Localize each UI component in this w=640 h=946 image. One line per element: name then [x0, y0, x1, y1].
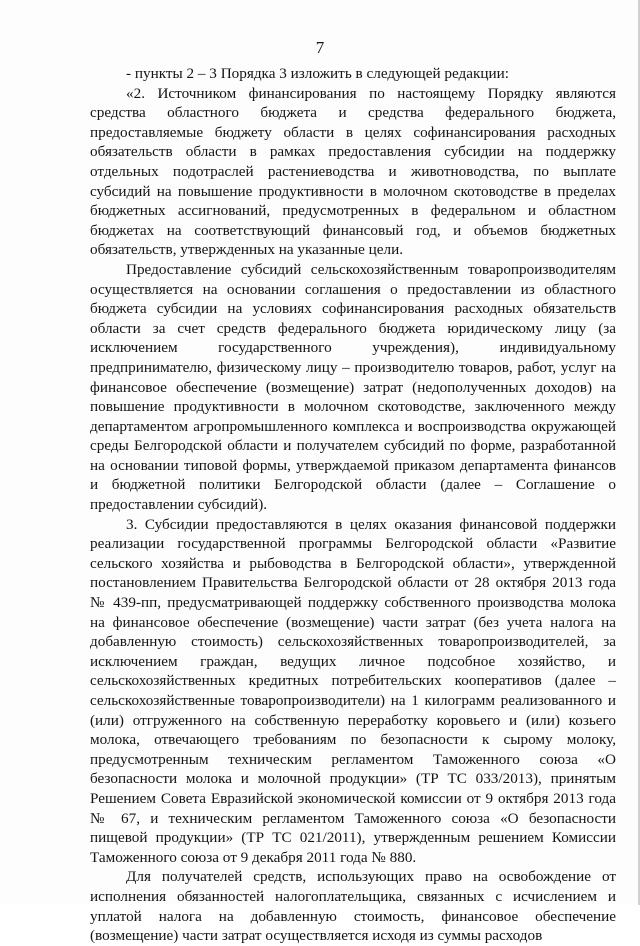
- paragraph-agreement: Предоставление субсидий сельскохозяйственным товаропроизводителям осуществляется на основании соглашения о предоставлении из областного бюджета субсидии на условиях софинансирования расходных обязательств области за счет средств федерального бюджета юридическому лицу (за исключением государственного учреждения), индивидуальному предпринимателю, физическому лицу – производителю товаров, работ, услуг на финансовое обеспечение (возмещение) затрат (недополученных доходов) на повышение продуктивности в молочном скотоводстве, заключенного между департаментом агропромышленного комплекса и воспроизводства окружающей среды Белгородской области и получателем субсидий по форме, разработанной на основании типовой формы, утверждаемой приказом департамента финансов и бюджетной политики Белгородской области (далее – Соглашение о предоставлении субсидий).: [90, 260, 616, 514]
- document-body: [90, 64, 616, 946]
- paragraph-item-3: 3. Субсидии предоставляются в целях оказания финансовой поддержки реализации государственной программы Белгородской области «Развитие сельского хозяйства и рыбоводства в Белгородской области», утвержденной постановлением Правительства Белгородской области от 28 октября 2013 года № 439-пп, предусматривающей поддержку собственного производства молока на финансовое обеспечение (возмещение) части затрат (без учета налога на добавленную стоимость) сельскохозяйственных товаропроизводителей, за исключением граждан, ведущих личное подсобное хозяйство, и сельскохозяйственных кредитных потребительских кооперативов (далее – сельскохозяйственные товаропроизводители) на 1 килограмм реализованного и (или) отгруженного на собственную переработку коровьего и (или) козьего молока, отвечающего требованиям по безопасности к сырому молоку, предусмотренным техническим регламентом Таможенного союза «О безопасности молока и молочной продукции» (ТР ТС 033/2013), принятым Решением Совета Евразийской экономической комиссии от 9 октября 2013 года № 67, и техническим регламентом Таможенного союза «О безопасности пищевой продукции» (ТР ТС 021/2011), утвержденным решением Комиссии Таможенного союза от 9 декабря 2011 года № 880.: [90, 515, 616, 866]
- paragraph-intro: - пункты 2 – 3 Порядка 3 изложить в следующей редакции:: [126, 65, 509, 82]
- paragraph-item-2: «2. Источником финансирования по настоящему Порядку являются средства областного бюджета и средства федерального бюджета, предоставляемые бюджету области в целях софинансирования расходных обязательств области в рамках предоставления субсидии на поддержку отдельных подотраслей растениеводства и животноводства, по выплате субсидий на повышение продуктивности в молочном скотоводстве в пределах бюджетных ассигнований, предусмотренных в федеральном и областном бюджетах на соответствующий финансовый год, и объемов бюджетных обязательств, утвержденных на указанные цели.: [90, 84, 616, 259]
- page-number: 7: [315, 38, 325, 57]
- paragraph-vat: Для получателей средств, использующих право на освобождение от исполнения обязанностей налогоплательщика, связанных с исчислением и уплатой налога на добавленную стоимость, финансовое обеспечение (возмещение) части затрат осуществляется исходя из суммы расходов: [90, 868, 616, 945]
